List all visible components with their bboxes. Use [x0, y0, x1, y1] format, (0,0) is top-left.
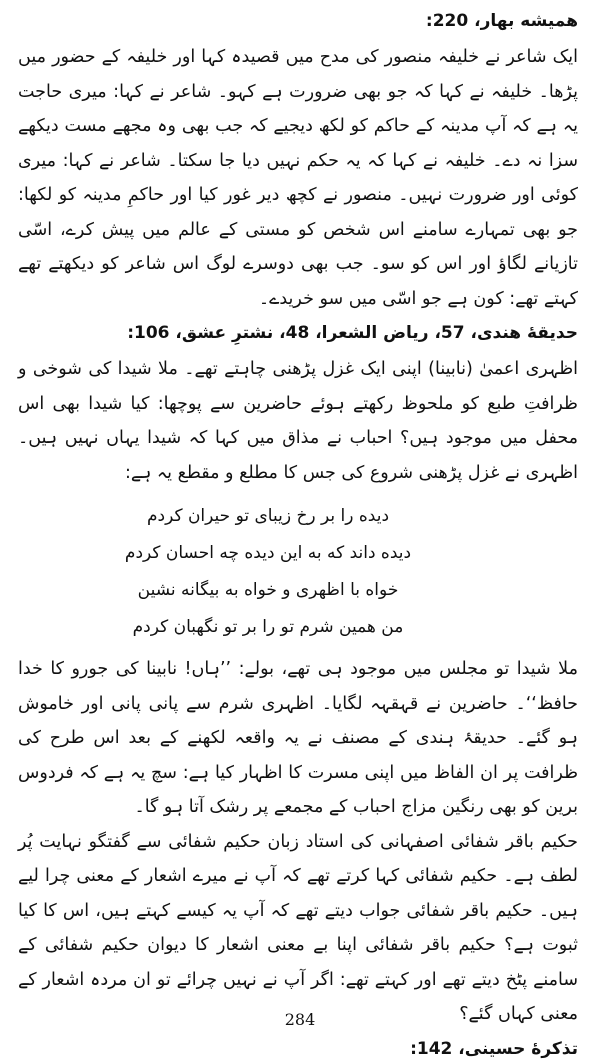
source-citation-2: حدیقهٔ هندی، 57، ریاض الشعرا، 48، نشترِ عشق، 106:	[127, 323, 578, 343]
paragraph-azhari-intro: اظہری اعمیٰ (نابینا) اپنی ایک غزل پڑھنی چاہتے تھے۔ ملا شیدا کی شوخی و ظرافتِ طبع کو ملحوظ رکھتے ہوئے حاضرین سے پوچھا: کیا شیدا بھی اس محفل میں موجود ہیں؟ احباب نے مذاق میں کہا کہ شیدا یہاں نہیں ہیں۔ اظہری نے غزل پڑھنی شروع کی جس کا مطلع و مقطع یہ ہے:	[18, 359, 578, 483]
verse-line: دیده داند که به این دیده چه احسان کردم	[124, 543, 412, 563]
paragraph-hakim-shifai: حکیم باقر شفائی اصفہانی کی استاد زبان حکیم شفائی سے گفتگو نہایت پُر لطف ہے۔ حکیم شفائی کہا کرتے تھے کہ آپ نے میرے اشعار کے معنی چرا لیے ہیں۔ حکیم باقر شفائی جواب دیتے تھے کہ آپ یہ کیسے کہتے ہیں، اس کا کیا ثبوت ہے؟ حکیم باقر شفائی اپنا بے معنی اشعار کا دیوان حکیم شفائی کے سامنے پٹخ دیتے تھے اور کہتے تھے: اگر آپ نے نہیں چرائے تو ان مردہ اشعار کے معنی کہاں گئے؟	[18, 831, 578, 1024]
persian-verses	[18, 498, 578, 646]
verse-line: دیده را بر رخ زیبای تو حیران کردم	[146, 506, 390, 526]
verse-line: خواه با اظهری و خواه به بیگانه نشین	[137, 580, 399, 600]
verse-line: من همین شرم تو را بر تو نگهبان کردم	[132, 617, 404, 637]
paragraph-mansur-poet: ایک شاعر نے خلیفہ منصور کی مدح میں قصیدہ کہا اور خلیفہ کے حضور میں پڑھا۔ خلیفہ نے کہا کہ جو بھی ضرورت ہے کہو۔ شاعر نے کہا: میری حاجت یہ ہے کہ آپ مدینہ کے حاکم کو لکھ دیجیے کہ جب بھی وہ مجھے مست دیکھے سزا نہ دے۔ خلیفہ نے کہا کہ یہ حکم نہیں دیا جا سکتا۔ شاعر نے کہا: میری کوئی اور ضرورت نہیں۔ منصور نے کچھ دیر غور کیا اور حاکمِ مدینہ کو لکھا: جو بھی تمہارے سامنے اس شخص کو مستی کے عالم میں پیش کرے، اسّی تازیانے لگاؤ اور اس کو سو۔ جب بھی دوسرے لوگ اس شاعر کو دیکھتے تھے کہتے تھے: کون ہے جو اسّی میں سو خریدے۔	[18, 47, 578, 309]
paragraph-shaida-reply: ملا شیدا تو مجلس میں موجود ہی تھے، بولے: ’’ہاں! نابینا کی جورو کا خدا حافظ‘‘۔ حاضرین نے قہقہہ لگایا۔ اظہری شرم سے پانی پانی اور خاموش ہو گئے۔ حدیقۂ ہندی کے مصنف نے یہ واقعہ لکھنے کے بعد اس طرح کی ظرافت پر ان الفاظ میں اپنی مسرت کا اظہار کیا ہے: سچ یہ ہے کہ فردوس برین کو بھی رنگین مزاج احباب کے مجمعے پر رشک آتا ہو گا۔	[18, 659, 578, 817]
source-citation-1: همیشه بهار، 220:	[425, 11, 578, 31]
source-citation-3: تذکرهٔ حسینی، 142:	[410, 1038, 578, 1059]
page-number: 284	[284, 1010, 316, 1029]
